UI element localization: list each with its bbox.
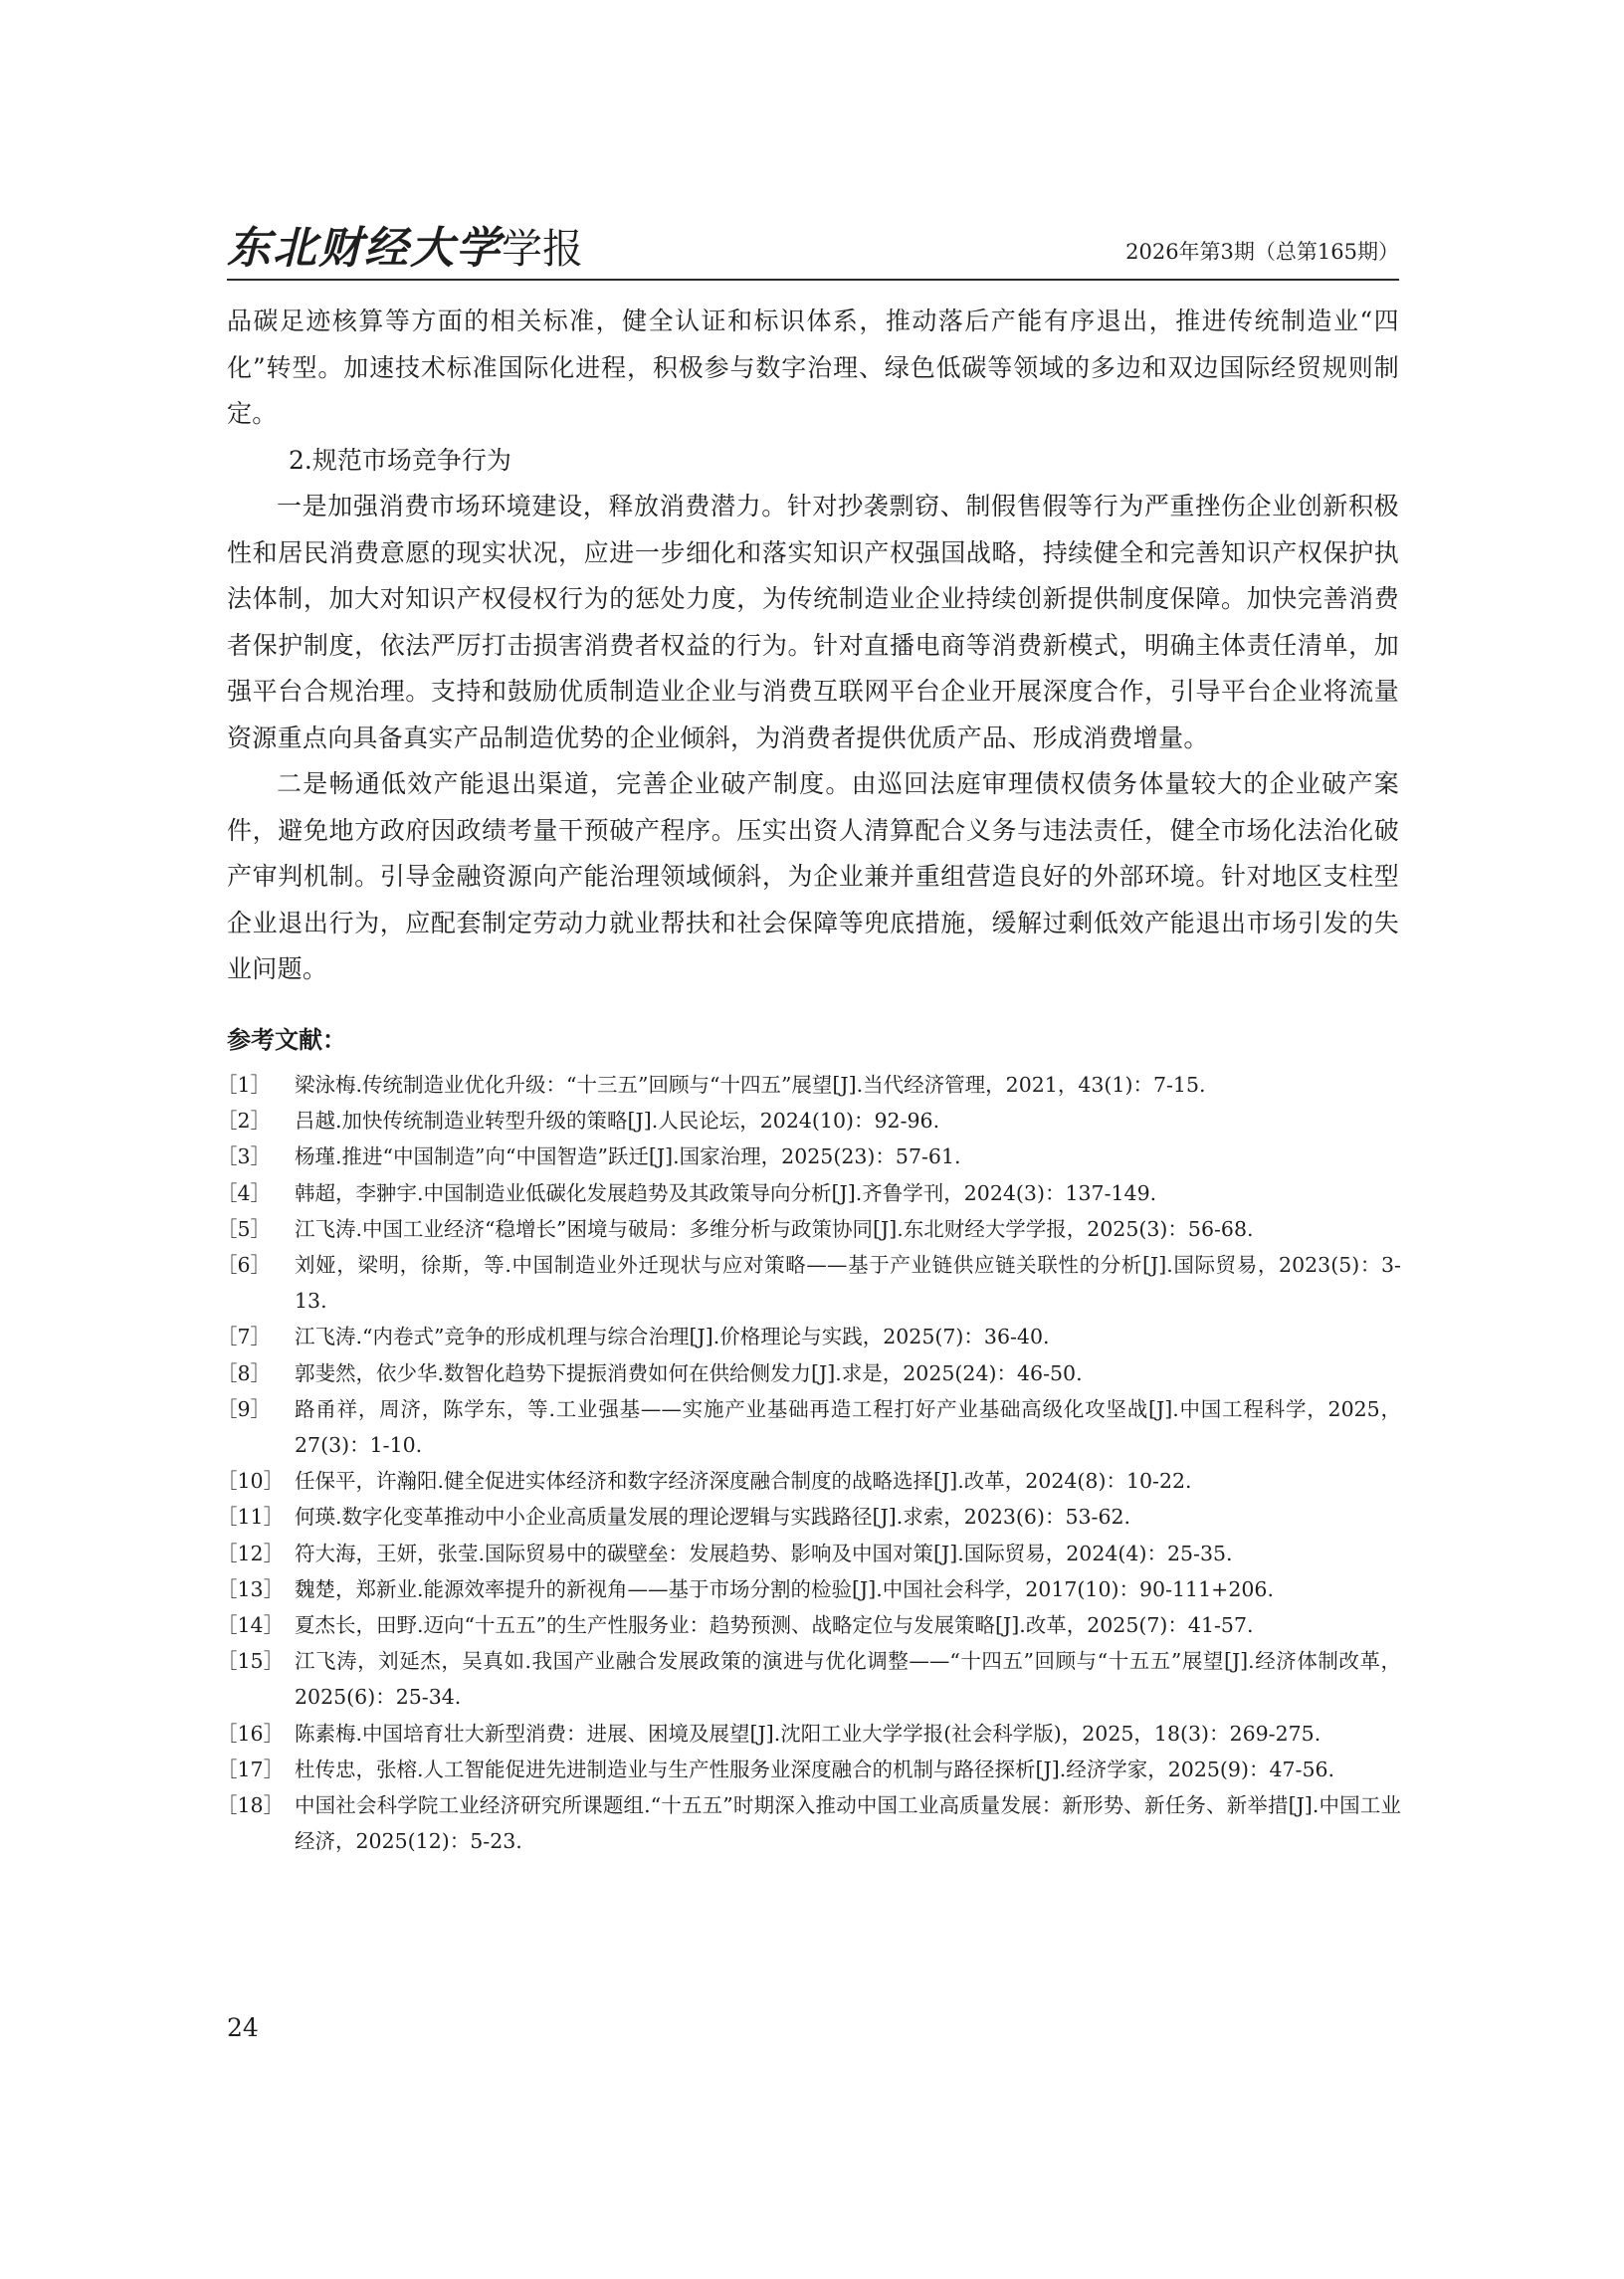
reference-item	[217, 1499, 1401, 1535]
references-list	[217, 1067, 1401, 1859]
reference-text: 魏楚，郑新业.能源效率提升的新视角——基于市场分割的检验[J].中国社会科学，2017(10)：90-111+206.	[295, 1576, 1274, 1601]
reference-number: ［17］	[217, 1757, 285, 1781]
reference-item	[217, 1536, 1401, 1571]
page-header	[227, 221, 1399, 277]
page-number: 24	[227, 2013, 259, 2042]
reference-text: 江飞涛.中国工业经济“稳增长”困境与破局：多维分析与政策协同[J].东北财经大学学报，2025(3)：56-68.	[295, 1216, 1254, 1241]
reference-item	[217, 1463, 1401, 1499]
reference-item	[217, 1175, 1401, 1211]
reference-number: ［1］	[217, 1073, 272, 1097]
header-rule	[227, 279, 1399, 281]
reference-number: ［18］	[217, 1793, 285, 1818]
reference-item	[217, 1067, 1401, 1103]
journal-logo	[227, 221, 583, 277]
reference-number: ［4］	[217, 1180, 272, 1205]
reference-text: 夏杰长，田野.迈向“十五五”的生产性服务业：趋势预测、战略定位与发展策略[J].改革，2025(7)：41-57.	[295, 1613, 1254, 1638]
reference-text: 刘娅，梁明，徐斯，等.中国制造业外迁现状与应对策略——基于产业链供应链关联性的分析[J].国际贸易，2023(5)：3-13.	[295, 1253, 1401, 1314]
reference-text: 江飞涛.“内卷式”竞争的形成机理与综合治理[J].价格理论与实践，2025(7)：36-40.	[295, 1325, 1050, 1349]
reference-item	[217, 1643, 1401, 1715]
reference-text: 杜传忠，张榕.人工智能促进先进制造业与生产性服务业深度融合的机制与路径探析[J].经济学家，2025(9)：47-56.	[295, 1757, 1335, 1781]
reference-text: 何瑛.数字化变革推动中小企业高质量发展的理论逻辑与实践路径[J].求索，2023(6)：53-62.	[295, 1505, 1131, 1530]
reference-item	[217, 1139, 1401, 1174]
issue-info: 2026年第3期（总第165期）	[1125, 240, 1399, 264]
reference-item	[217, 1319, 1401, 1354]
reference-number: ［13］	[217, 1576, 285, 1601]
reference-item	[217, 1716, 1401, 1752]
reference-number: ［3］	[217, 1144, 272, 1169]
paragraph-continued: 品碳足迹核算等方面的相关标准，健全认证和标识体系，推动落后产能有序退出，推进传统制造业“四化”转型。加速技术标准国际化进程，积极参与数字治理、绿色低碳等领域的多边和双边国际经贸规则制定。	[227, 307, 1399, 428]
reference-text: 任保平，许瀚阳.健全促进实体经济和数字经济深度融合制度的战略选择[J].改革，2024(8)：10-22.	[295, 1469, 1192, 1494]
reference-number: ［15］	[217, 1649, 285, 1674]
reference-item	[217, 1211, 1401, 1247]
reference-number: ［7］	[217, 1325, 272, 1349]
reference-number: ［16］	[217, 1721, 285, 1746]
reference-item	[217, 1787, 1401, 1859]
reference-text: 韩超，李翀宇.中国制造业低碳化发展趋势及其政策导向分析[J].齐鲁学刊，2024(3)：137-149.	[295, 1180, 1157, 1205]
reference-item	[217, 1391, 1401, 1463]
paragraph-exit-channels: 二是畅通低效产能退出渠道，完善企业破产制度。由巡回法庭审理债权债务体量较大的企业破产案件，避免地方政府因政绩考量干预破产程序。压实出资人清算配合义务与违法责任，健全市场化法治化破产审判机制。引导金融资源向产能治理领域倾斜，为企业兼并重组营造良好的外部环境。针对地区支柱型企业退出行为，应配套制定劳动力就业帮扶和社会保障等兜底措施，缓解过剩低效产能退出市场引发的失业问题。	[227, 769, 1399, 983]
reference-number: ［5］	[217, 1216, 272, 1241]
reference-item	[217, 1355, 1401, 1391]
reference-text: 梁泳梅.传统制造业优化升级：“十三五”回顾与“十四五”展望[J].当代经济管理，2021，43(1)：7-15.	[295, 1073, 1206, 1097]
reference-item	[217, 1103, 1401, 1139]
reference-item	[217, 1247, 1401, 1319]
reference-number: ［8］	[217, 1360, 272, 1385]
reference-number: ［11］	[217, 1505, 285, 1530]
section-subheading: 2.规范市场竞争行为	[289, 445, 511, 475]
reference-number: ［6］	[217, 1253, 272, 1278]
reference-number: ［9］	[217, 1396, 272, 1421]
reference-text: 陈素梅.中国培育壮大新型消费：进展、困境及展望[J].沈阳工业大学学报(社会科学版)，2025，18(3)：269-275.	[295, 1721, 1321, 1746]
journal-name-suffix: 学报	[502, 225, 583, 273]
main-text	[227, 299, 1399, 993]
reference-number: ［12］	[217, 1541, 285, 1565]
reference-text: 杨瑾.推进“中国制造”向“中国智造”跃迁[J].国家治理，2025(23)：57-61.	[295, 1144, 961, 1169]
reference-text: 中国社会科学院工业经济研究所课题组.“十五五”时期深入推动中国工业高质量发展：新形势、新任务、新举措[J].中国工业经济，2025(12)：5-23.	[295, 1793, 1401, 1854]
paragraph-consumption: 一是加强消费市场环境建设，释放消费潜力。针对抄袭剽窃、制假售假等行为严重挫伤企业创新积极性和居民消费意愿的现实状况，应进一步细化和落实知识产权强国战略，持续健全和完善知识产权保护执法体制，加大对知识产权侵权行为的惩处力度，为传统制造业企业持续创新提供制度保障。加快完善消费者保护制度，依法严厉打击损害消费者权益的行为。针对直播电商等消费新模式，明确主体责任清单，加强平台合规治理。支持和鼓励优质制造业企业与消费互联网平台企业开展深度合作，引导平台企业将流量资源重点向具备真实产品制造优势的企业倾斜，为消费者提供优质产品、形成消费增量。	[227, 492, 1399, 752]
reference-text: 江飞涛，刘延杰，吴真如.我国产业融合发展政策的演进与优化调整——“十四五”回顾与“十五五”展望[J].经济体制改革，2025(6)：25-34.	[295, 1649, 1401, 1710]
reference-number: ［2］	[217, 1109, 272, 1134]
reference-text: 郭斐然，依少华.数智化趋势下提振消费如何在供给侧发力[J].求是，2025(24)：46-50.	[295, 1360, 1083, 1385]
reference-item	[217, 1607, 1401, 1643]
reference-text: 符大海，王妍，张莹.国际贸易中的碳壁垒：发展趋势、影响及中国对策[J].国际贸易，2024(4)：25-35.	[295, 1541, 1233, 1565]
reference-item	[217, 1571, 1401, 1607]
reference-item	[217, 1752, 1401, 1787]
journal-name: 东北财经大学	[227, 223, 502, 274]
reference-number: ［14］	[217, 1613, 285, 1638]
references-title: 参考文献：	[227, 1025, 346, 1054]
reference-text: 路甬祥，周济，陈学东，等.工业强基——实施产业基础再造工程打好产业基础高级化攻坚战[J].中国工程科学，2025，27(3)：1-10.	[295, 1396, 1401, 1458]
reference-number: ［10］	[217, 1469, 285, 1494]
reference-text: 吕越.加快传统制造业转型升级的策略[J].人民论坛，2024(10)：92-96.	[295, 1109, 940, 1134]
